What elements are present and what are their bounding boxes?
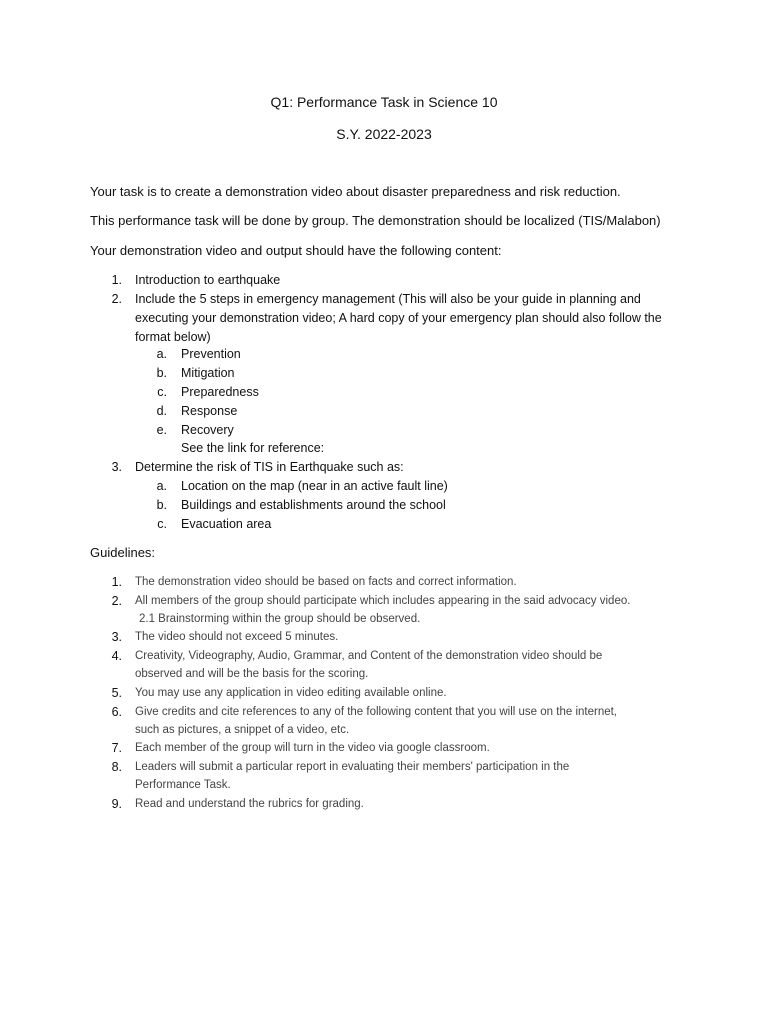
list-number: 5.	[111, 686, 122, 700]
list-letter: e.	[156, 423, 167, 437]
list-text-line1: Give credits and cite references to any of the following content that you will use on the internet,	[135, 706, 617, 718]
list-letter: d.	[156, 404, 167, 418]
guidelines-heading: Guidelines:	[90, 545, 156, 560]
list-number: 4.	[111, 649, 122, 663]
list-text: Introduction to earthquake	[135, 273, 281, 287]
list-text: Prevention	[181, 347, 241, 361]
list-text-line2: observed and will be the basis for the scoring.	[135, 668, 369, 680]
list-number: 2.	[111, 594, 122, 608]
list-number: 3.	[111, 630, 122, 644]
intro-task: Your task is to create a demonstration video about disaster preparedness and risk reduction.	[90, 184, 621, 199]
list-number: 1.	[111, 575, 122, 589]
list-text-line3: format below)	[135, 330, 211, 344]
list-text-line1: Include the 5 steps in emergency management (This will also be your guide in planning and	[135, 292, 641, 306]
list-number: 9.	[111, 797, 122, 811]
list-text-line2: 2.1 Brainstorming within the group should be observed.	[139, 613, 421, 625]
list-text: Mitigation	[181, 366, 235, 380]
list-text-line2: executing your demonstration video; A hard copy of your emergency plan should also follow the	[135, 311, 662, 325]
list-number: 8.	[111, 760, 122, 774]
list-text: Read and understand the rubrics for grading.	[135, 798, 364, 810]
list-letter: b.	[156, 498, 167, 512]
list-letter: a.	[156, 347, 167, 361]
list-number: 1.	[111, 273, 122, 287]
reference-note: See the link for reference:	[181, 441, 325, 455]
list-text: Buildings and establishments around the school	[181, 498, 446, 512]
list-text-line1: Creativity, Videography, Audio, Grammar, and Content of the demonstration video should be	[135, 650, 603, 662]
list-text-line2: such as pictures, a snippet of a video, etc.	[135, 724, 350, 736]
list-text: Each member of the group will turn in the video via google classroom.	[135, 742, 490, 754]
list-letter: a.	[156, 479, 167, 493]
list-text: Evacuation area	[181, 517, 272, 531]
list-text: You may use any application in video editing available online.	[135, 687, 447, 699]
list-number: 6.	[111, 705, 122, 719]
list-text-line2: Performance Task.	[135, 779, 231, 791]
list-text: Recovery	[181, 423, 234, 437]
intro-group: This performance task will be done by group. The demonstration should be localized (TIS/Malabon)	[90, 213, 661, 228]
list-number: 3.	[111, 460, 122, 474]
list-number: 7.	[111, 741, 122, 755]
list-text: Location on the map (near in an active fault line)	[181, 479, 448, 493]
list-text-line1: Leaders will submit a particular report in evaluating their members' participation in the	[135, 761, 570, 773]
list-text: The demonstration video should be based on facts and correct information.	[135, 576, 517, 588]
list-text: Determine the risk of TIS in Earthquake such as:	[135, 460, 404, 474]
school-year: S.Y. 2022-2023	[336, 126, 432, 142]
list-letter: c.	[157, 385, 167, 399]
list-text-line1: All members of the group should participate which includes appearing in the said advocacy video.	[135, 595, 631, 607]
list-text: Preparedness	[181, 385, 259, 399]
list-text: Response	[181, 404, 238, 418]
list-letter: c.	[157, 517, 167, 531]
intro-content: Your demonstration video and output should have the following content:	[90, 243, 502, 258]
list-text: The video should not exceed 5 minutes.	[135, 631, 339, 643]
list-letter: b.	[156, 366, 167, 380]
list-number: 2.	[111, 292, 122, 306]
document-title: Q1: Performance Task in Science 10	[270, 94, 498, 110]
